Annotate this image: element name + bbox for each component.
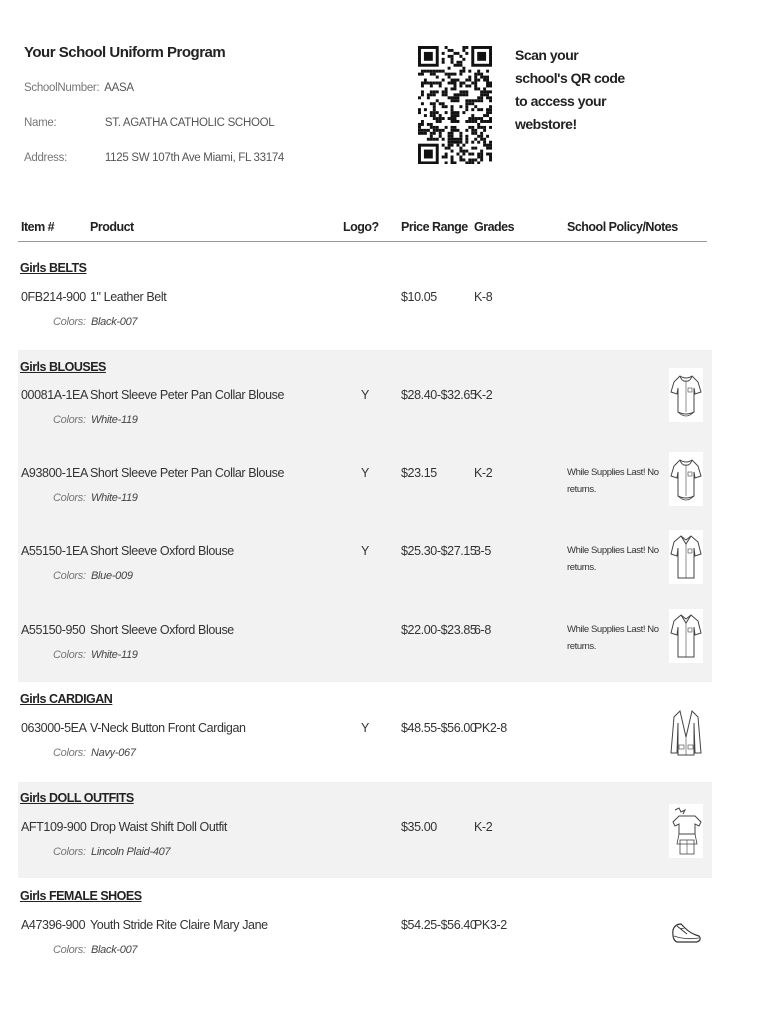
colors-label: Colors: <box>53 649 86 661</box>
category-section <box>18 782 712 878</box>
category-title[interactable]: Girls BLOUSES <box>20 360 106 374</box>
colors-label: Colors: <box>53 747 86 759</box>
grades: K-2 <box>474 466 493 480</box>
school-name-row <box>24 117 274 129</box>
policy-note: While Supplies Last! No returns. <box>567 467 659 495</box>
school-address-value: 1125 SW 107th Ave Miami, FL 33174 <box>104 152 285 164</box>
table-row[interactable] <box>18 623 712 683</box>
product-name: Short Sleeve Oxford Blouse <box>90 623 234 637</box>
policy-note: While Supplies Last! No returns. <box>567 624 659 652</box>
table-row[interactable] <box>18 918 712 978</box>
colors-value: Lincoln Plaid-407 <box>91 846 171 858</box>
shirt-icon <box>669 530 703 584</box>
category-title[interactable]: Girls FEMALE SHOES <box>20 889 142 903</box>
product-name: Short Sleeve Peter Pan Collar Blouse <box>90 388 285 402</box>
table-row[interactable] <box>18 466 712 526</box>
colors-value: White-119 <box>91 649 138 661</box>
logo-flag: Y <box>361 721 369 735</box>
price-range: $28.40-$32.65 <box>401 388 477 402</box>
price-range: $48.55-$56.00 <box>401 721 477 735</box>
colors-label: Colors: <box>53 944 86 956</box>
scan-instructions: Scan your school's QR code to access your webstore! <box>515 47 625 132</box>
logo-flag: Y <box>361 388 369 402</box>
product-name: V-Neck Button Front Cardigan <box>90 721 246 735</box>
colors-label: Colors: <box>53 316 86 328</box>
colors-label: Colors: <box>53 570 86 582</box>
item-number: 0FB214-900 <box>21 290 86 304</box>
category-title[interactable]: Girls BELTS <box>20 261 87 275</box>
school-number-value: AASA <box>104 82 134 94</box>
item-number: A93800-1EA <box>21 466 88 480</box>
price-range: $23.15 <box>401 466 437 480</box>
col-header-item: Item # <box>21 220 55 234</box>
logo-flag: Y <box>361 544 369 558</box>
category-section <box>18 252 712 348</box>
colors-value: Black-007 <box>91 944 138 956</box>
price-range: $35.00 <box>401 820 437 834</box>
price-range: $22.00-$23.85 <box>401 623 477 637</box>
school-name-label: Name: <box>24 117 57 129</box>
item-number: 00081A-1EA <box>21 388 88 402</box>
grades: K-2 <box>474 820 493 834</box>
col-header-product: Product <box>90 220 134 234</box>
colors-value: Blue-009 <box>91 570 133 582</box>
header-divider <box>18 241 707 242</box>
category-title[interactable]: Girls CARDIGAN <box>20 692 113 706</box>
colors-value: White-119 <box>91 492 138 504</box>
category-section <box>18 880 712 978</box>
price-range: $10.05 <box>401 290 437 304</box>
product-name: Short Sleeve Oxford Blouse <box>90 544 234 558</box>
item-number: A55150-950 <box>21 623 86 637</box>
cardigan-icon <box>669 707 703 761</box>
product-name: 1" Leather Belt <box>90 290 167 304</box>
colors-value: White-119 <box>91 414 138 426</box>
table-row[interactable] <box>18 820 712 880</box>
item-number: 063000-5EA <box>21 721 87 735</box>
grades: PK3-2 <box>474 918 507 932</box>
colors-value: Black-007 <box>91 316 138 328</box>
table-row[interactable] <box>18 290 712 350</box>
product-name: Drop Waist Shift Doll Outfit <box>90 820 227 834</box>
category-title[interactable]: Girls DOLL OUTFITS <box>20 791 134 805</box>
item-number: A55150-1EA <box>21 544 88 558</box>
colors-value: Navy-067 <box>91 747 136 759</box>
grades: K-2 <box>474 388 493 402</box>
school-number-label: SchoolNumber: <box>24 82 100 94</box>
product-name: Youth Stride Rite Claire Mary Jane <box>90 918 268 932</box>
blouse-icon <box>669 368 703 422</box>
grades: K-8 <box>474 290 493 304</box>
policy-note: While Supplies Last! No returns. <box>567 545 659 573</box>
qr-code-icon[interactable] <box>418 46 492 164</box>
doll-outfit-icon <box>669 804 703 858</box>
logo-flag: Y <box>361 466 369 480</box>
item-number: A47396-900 <box>21 918 86 932</box>
shoe-icon <box>669 904 703 958</box>
category-section <box>18 350 712 682</box>
col-header-logo: Logo? <box>343 220 379 234</box>
school-name-value: ST. AGATHA CATHOLIC SCHOOL <box>104 117 275 129</box>
program-title: Your School Uniform Program <box>24 44 226 61</box>
colors-label: Colors: <box>53 414 86 426</box>
category-section <box>18 684 712 780</box>
colors-label: Colors: <box>53 492 86 504</box>
item-number: AFT109-900 <box>21 820 87 834</box>
product-name: Short Sleeve Peter Pan Collar Blouse <box>90 466 285 480</box>
school-address-row <box>24 152 284 164</box>
grades: 3-5 <box>474 544 491 558</box>
colors-label: Colors: <box>53 846 86 858</box>
col-header-grades: Grades <box>474 220 515 234</box>
grades: 6-8 <box>474 623 491 637</box>
table-row[interactable] <box>18 721 712 781</box>
table-row[interactable] <box>18 388 712 448</box>
price-range: $54.25-$56.40 <box>401 918 477 932</box>
col-header-price: Price Range <box>401 220 468 234</box>
school-address-label: Address: <box>24 152 67 164</box>
school-number-row <box>24 82 134 94</box>
blouse-icon <box>669 452 703 506</box>
table-row[interactable] <box>18 544 712 604</box>
col-header-notes: School Policy/Notes <box>567 220 678 234</box>
shirt-icon <box>669 609 703 663</box>
price-range: $25.30-$27.15 <box>401 544 477 558</box>
grades: PK2-8 <box>474 721 507 735</box>
